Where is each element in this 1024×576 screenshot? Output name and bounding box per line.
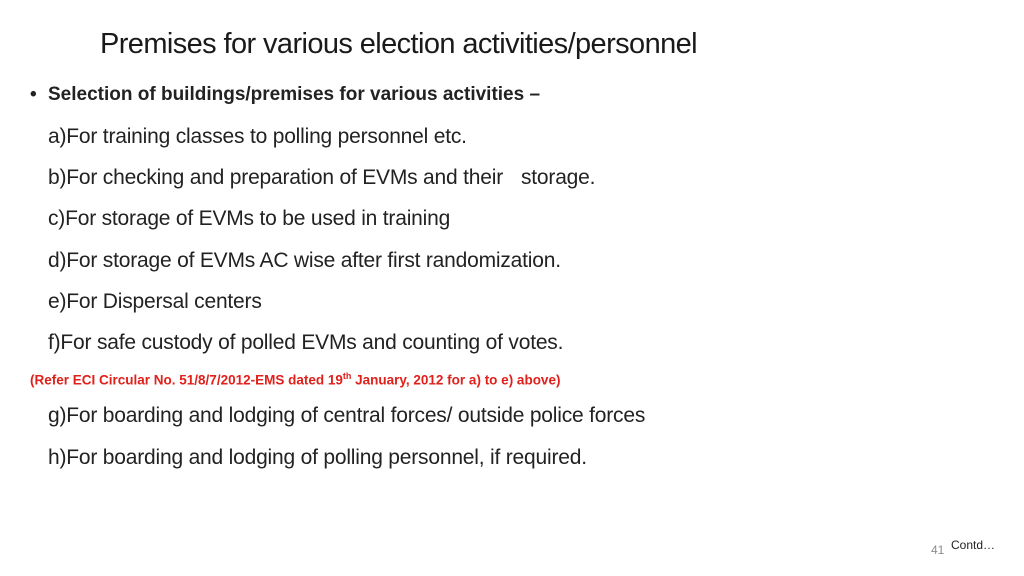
continued-label: Contd… xyxy=(951,538,996,552)
list-item-b-tail: storage. xyxy=(520,166,596,189)
list-item-b xyxy=(48,166,595,190)
circular-note xyxy=(30,371,560,388)
note-text-before: (Refer ECI Circular No. 51/8/7/2012-EMS dated 19 xyxy=(30,372,343,388)
note-superscript: th xyxy=(342,371,352,381)
list-item-e: e)For Dispersal centers xyxy=(48,290,262,313)
bullet-heading xyxy=(30,84,540,106)
page-number: 41 xyxy=(931,543,945,557)
list-item-b-text: b)For checking and preparation of EVMs and their xyxy=(48,166,503,189)
bullet-icon: • xyxy=(30,84,37,105)
list-item-h: h)For boarding and lodging of polling personnel, if required. xyxy=(48,446,587,469)
list-item-d: d)For storage of EVMs AC wise after first randomization. xyxy=(48,249,561,272)
list-item-g: g)For boarding and lodging of central forces/ outside police forces xyxy=(48,404,646,427)
note-text-after: January, 2012 for a) to e) above) xyxy=(351,372,561,388)
list-item-a: a)For training classes to polling personnel etc. xyxy=(48,125,467,148)
list-item-c: c)For storage of EVMs to be used in training xyxy=(48,207,451,230)
list-item-f: f)For safe custody of polled EVMs and counting of votes. xyxy=(48,331,564,354)
slide-title: Premises for various election activities/personnel xyxy=(100,28,697,60)
bullet-text: Selection of buildings/premises for various activities – xyxy=(48,84,541,105)
